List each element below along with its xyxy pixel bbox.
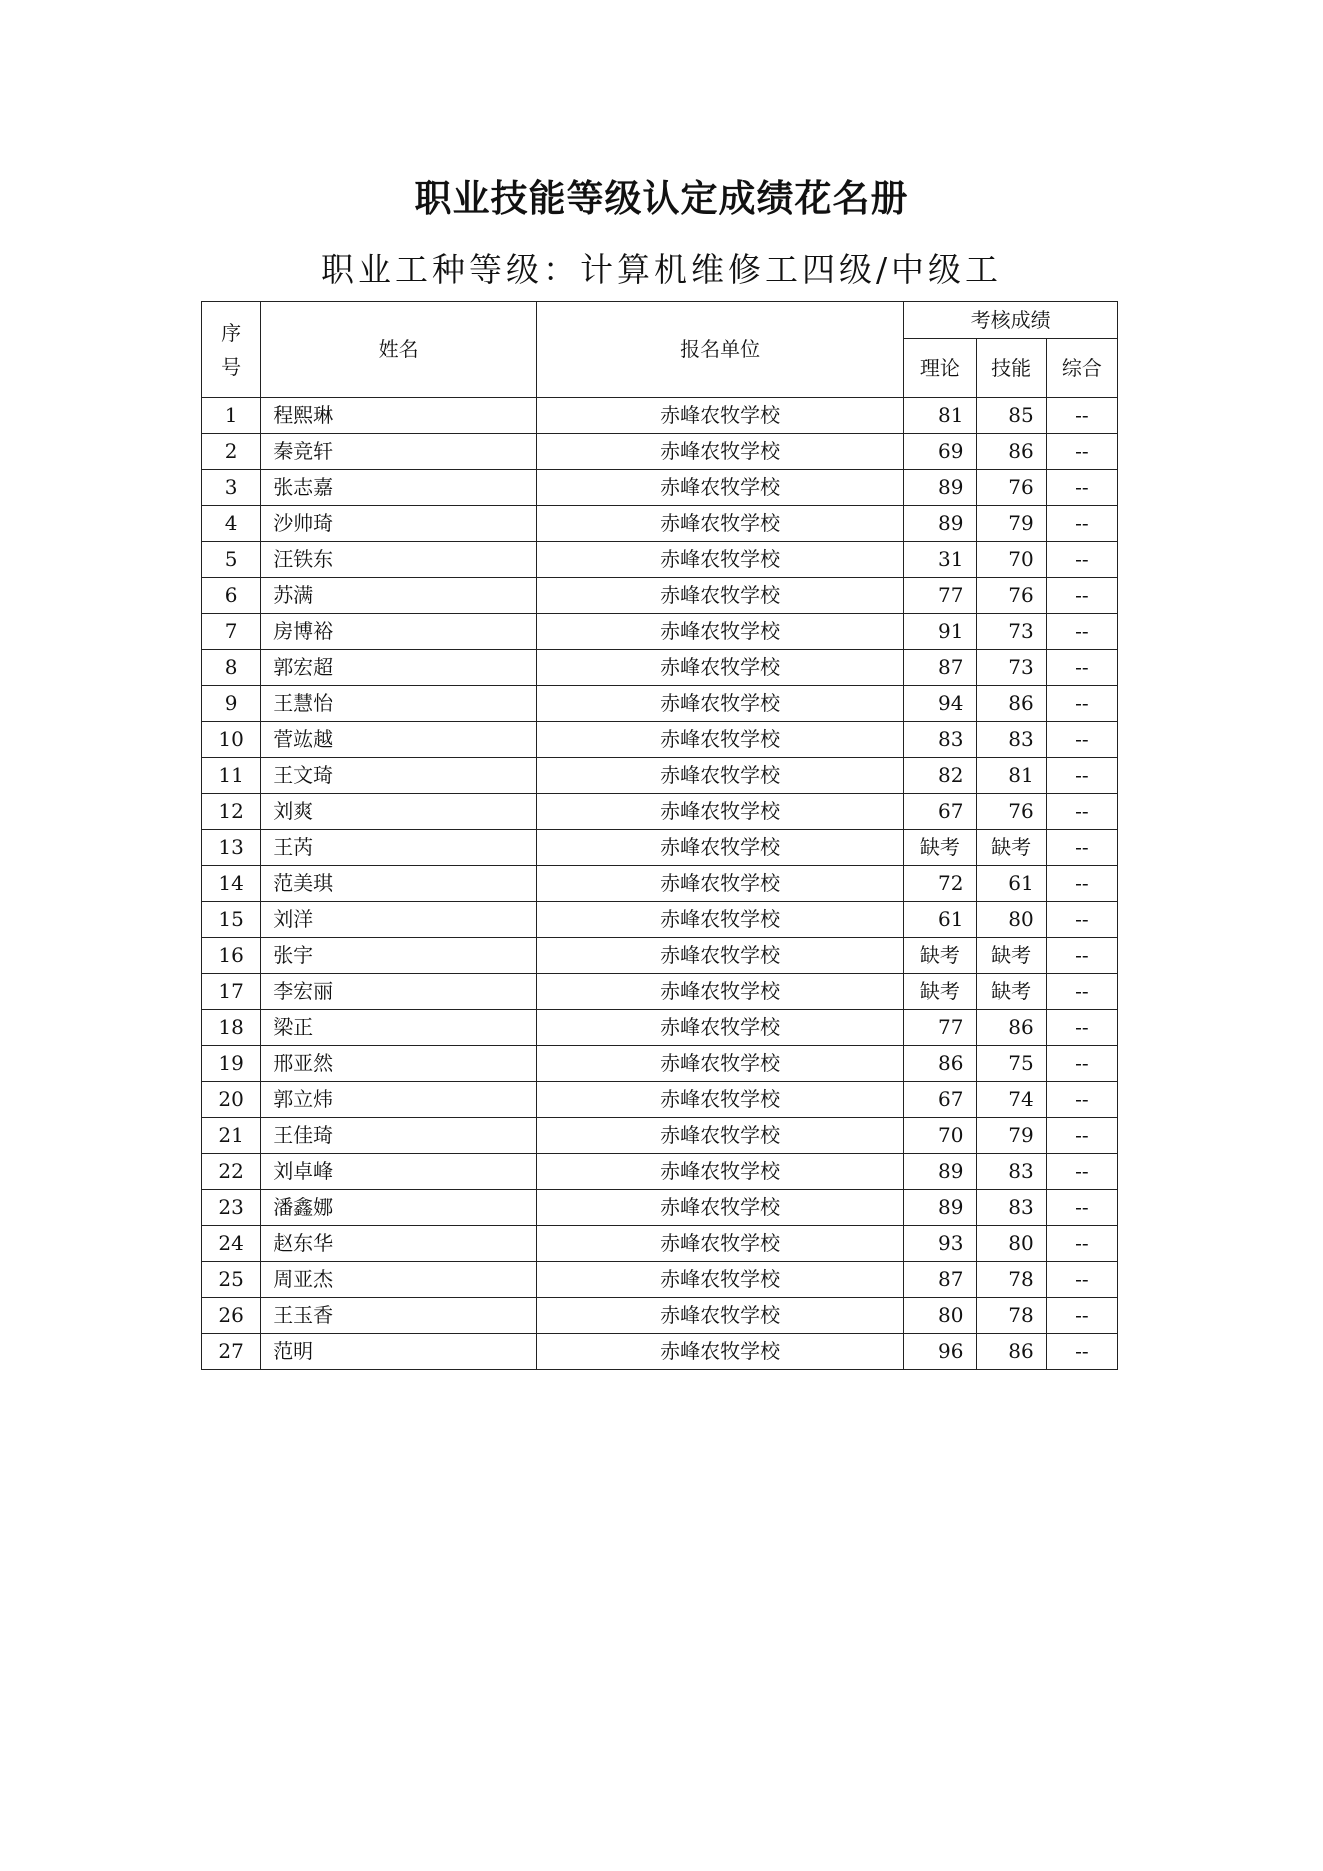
table-row bbox=[202, 1046, 1118, 1082]
table-row bbox=[202, 578, 1118, 614]
cell-serial-no: 15 bbox=[202, 902, 261, 938]
cell-skill-score: 79 bbox=[976, 1118, 1046, 1154]
cell-skill-score: 86 bbox=[976, 686, 1046, 722]
cell-theory-score: 77 bbox=[904, 578, 976, 614]
table-header bbox=[202, 302, 1118, 398]
cell-total-score: -- bbox=[1046, 902, 1117, 938]
cell-name: 张志嘉 bbox=[261, 470, 537, 506]
cell-theory-score: 72 bbox=[904, 866, 976, 902]
cell-unit: 赤峰农牧学校 bbox=[537, 938, 904, 974]
cell-theory-score: 31 bbox=[904, 542, 976, 578]
cell-unit: 赤峰农牧学校 bbox=[537, 794, 904, 830]
cell-theory-score: 69 bbox=[904, 434, 976, 470]
cell-unit: 赤峰农牧学校 bbox=[537, 614, 904, 650]
cell-unit: 赤峰农牧学校 bbox=[537, 974, 904, 1010]
cell-total-score: -- bbox=[1046, 1010, 1117, 1046]
cell-theory-score: 67 bbox=[904, 1082, 976, 1118]
table-row bbox=[202, 758, 1118, 794]
cell-unit: 赤峰农牧学校 bbox=[537, 1046, 904, 1082]
cell-unit: 赤峰农牧学校 bbox=[537, 1118, 904, 1154]
header-serial-no-line2: 号 bbox=[221, 354, 242, 379]
table-row bbox=[202, 470, 1118, 506]
table-row bbox=[202, 974, 1118, 1010]
cell-total-score: -- bbox=[1046, 1046, 1117, 1082]
cell-name: 王慧怡 bbox=[261, 686, 537, 722]
cell-unit: 赤峰农牧学校 bbox=[537, 866, 904, 902]
cell-skill-score: 85 bbox=[976, 398, 1046, 434]
cell-theory-score: 80 bbox=[904, 1298, 976, 1334]
cell-name: 程熙琳 bbox=[261, 398, 537, 434]
cell-total-score: -- bbox=[1046, 1118, 1117, 1154]
cell-total-score: -- bbox=[1046, 1154, 1117, 1190]
cell-serial-no: 14 bbox=[202, 866, 261, 902]
cell-unit: 赤峰农牧学校 bbox=[537, 1154, 904, 1190]
table-row bbox=[202, 542, 1118, 578]
cell-skill-score: 70 bbox=[976, 542, 1046, 578]
cell-total-score: -- bbox=[1046, 1262, 1117, 1298]
cell-unit: 赤峰农牧学校 bbox=[537, 1190, 904, 1226]
cell-serial-no: 1 bbox=[202, 398, 261, 434]
cell-name: 周亚杰 bbox=[261, 1262, 537, 1298]
cell-unit: 赤峰农牧学校 bbox=[537, 506, 904, 542]
cell-name: 邢亚然 bbox=[261, 1046, 537, 1082]
cell-unit: 赤峰农牧学校 bbox=[537, 542, 904, 578]
header-serial-no bbox=[202, 302, 261, 398]
cell-serial-no: 23 bbox=[202, 1190, 261, 1226]
cell-skill-score: 83 bbox=[976, 1190, 1046, 1226]
cell-skill-score: 缺考 bbox=[976, 938, 1046, 974]
cell-serial-no: 9 bbox=[202, 686, 261, 722]
table-row bbox=[202, 902, 1118, 938]
cell-serial-no: 27 bbox=[202, 1334, 261, 1370]
cell-name: 范明 bbox=[261, 1334, 537, 1370]
cell-theory-score: 89 bbox=[904, 470, 976, 506]
cell-name: 苏满 bbox=[261, 578, 537, 614]
cell-unit: 赤峰农牧学校 bbox=[537, 650, 904, 686]
table-row bbox=[202, 1334, 1118, 1370]
cell-serial-no: 18 bbox=[202, 1010, 261, 1046]
cell-serial-no: 12 bbox=[202, 794, 261, 830]
cell-skill-score: 78 bbox=[976, 1262, 1046, 1298]
document-subtitle: 职业工种等级：计算机维修工四级/中级工 bbox=[320, 250, 1003, 289]
cell-serial-no: 2 bbox=[202, 434, 261, 470]
cell-total-score: -- bbox=[1046, 1190, 1117, 1226]
cell-total-score: -- bbox=[1046, 470, 1117, 506]
cell-theory-score: 77 bbox=[904, 1010, 976, 1046]
cell-name: 汪铁东 bbox=[261, 542, 537, 578]
cell-skill-score: 80 bbox=[976, 1226, 1046, 1262]
cell-skill-score: 缺考 bbox=[976, 830, 1046, 866]
cell-skill-score: 76 bbox=[976, 470, 1046, 506]
cell-serial-no: 24 bbox=[202, 1226, 261, 1262]
cell-name: 秦竞轩 bbox=[261, 434, 537, 470]
cell-total-score: -- bbox=[1046, 1298, 1117, 1334]
cell-theory-score: 89 bbox=[904, 1154, 976, 1190]
cell-theory-score: 83 bbox=[904, 722, 976, 758]
cell-unit: 赤峰农牧学校 bbox=[537, 830, 904, 866]
cell-serial-no: 26 bbox=[202, 1298, 261, 1334]
table-row bbox=[202, 1226, 1118, 1262]
cell-unit: 赤峰农牧学校 bbox=[537, 434, 904, 470]
cell-skill-score: 86 bbox=[976, 434, 1046, 470]
cell-unit: 赤峰农牧学校 bbox=[537, 578, 904, 614]
cell-serial-no: 10 bbox=[202, 722, 261, 758]
header-score-group: 考核成绩 bbox=[904, 302, 1118, 339]
header-theory: 理论 bbox=[904, 339, 976, 398]
cell-serial-no: 3 bbox=[202, 470, 261, 506]
cell-theory-score: 87 bbox=[904, 650, 976, 686]
cell-theory-score: 91 bbox=[904, 614, 976, 650]
table-row bbox=[202, 1190, 1118, 1226]
table-row bbox=[202, 398, 1118, 434]
cell-total-score: -- bbox=[1046, 722, 1117, 758]
cell-name: 郭宏超 bbox=[261, 650, 537, 686]
cell-name: 菅竑越 bbox=[261, 722, 537, 758]
cell-serial-no: 20 bbox=[202, 1082, 261, 1118]
cell-theory-score: 93 bbox=[904, 1226, 976, 1262]
table-row bbox=[202, 650, 1118, 686]
cell-theory-score: 81 bbox=[904, 398, 976, 434]
cell-theory-score: 缺考 bbox=[904, 830, 976, 866]
cell-name: 郭立炜 bbox=[261, 1082, 537, 1118]
cell-total-score: -- bbox=[1046, 794, 1117, 830]
cell-serial-no: 11 bbox=[202, 758, 261, 794]
cell-serial-no: 21 bbox=[202, 1118, 261, 1154]
cell-unit: 赤峰农牧学校 bbox=[537, 1010, 904, 1046]
cell-unit: 赤峰农牧学校 bbox=[537, 398, 904, 434]
table-row bbox=[202, 722, 1118, 758]
cell-skill-score: 78 bbox=[976, 1298, 1046, 1334]
cell-total-score: -- bbox=[1046, 506, 1117, 542]
cell-theory-score: 缺考 bbox=[904, 974, 976, 1010]
header-skill: 技能 bbox=[976, 339, 1046, 398]
cell-theory-score: 89 bbox=[904, 1190, 976, 1226]
cell-name: 李宏丽 bbox=[261, 974, 537, 1010]
cell-skill-score: 74 bbox=[976, 1082, 1046, 1118]
cell-total-score: -- bbox=[1046, 650, 1117, 686]
table-row bbox=[202, 830, 1118, 866]
cell-serial-no: 13 bbox=[202, 830, 261, 866]
table-row bbox=[202, 794, 1118, 830]
cell-theory-score: 67 bbox=[904, 794, 976, 830]
cell-unit: 赤峰农牧学校 bbox=[537, 1226, 904, 1262]
cell-total-score: -- bbox=[1046, 866, 1117, 902]
table-row bbox=[202, 866, 1118, 902]
cell-serial-no: 7 bbox=[202, 614, 261, 650]
table-row bbox=[202, 1082, 1118, 1118]
cell-total-score: -- bbox=[1046, 434, 1117, 470]
cell-serial-no: 25 bbox=[202, 1262, 261, 1298]
cell-total-score: -- bbox=[1046, 578, 1117, 614]
cell-total-score: -- bbox=[1046, 938, 1117, 974]
cell-name: 梁正 bbox=[261, 1010, 537, 1046]
cell-serial-no: 16 bbox=[202, 938, 261, 974]
cell-total-score: -- bbox=[1046, 974, 1117, 1010]
cell-name: 房博裕 bbox=[261, 614, 537, 650]
cell-name: 赵东华 bbox=[261, 1226, 537, 1262]
cell-skill-score: 76 bbox=[976, 578, 1046, 614]
table-row bbox=[202, 614, 1118, 650]
cell-total-score: -- bbox=[1046, 1082, 1117, 1118]
cell-unit: 赤峰农牧学校 bbox=[537, 758, 904, 794]
table-row bbox=[202, 1154, 1118, 1190]
cell-skill-score: 83 bbox=[976, 722, 1046, 758]
cell-theory-score: 82 bbox=[904, 758, 976, 794]
cell-name: 潘鑫娜 bbox=[261, 1190, 537, 1226]
cell-serial-no: 5 bbox=[202, 542, 261, 578]
score-roster-table bbox=[201, 301, 1118, 1370]
cell-total-score: -- bbox=[1046, 686, 1117, 722]
cell-name: 王文琦 bbox=[261, 758, 537, 794]
table-row bbox=[202, 1118, 1118, 1154]
cell-skill-score: 86 bbox=[976, 1010, 1046, 1046]
cell-unit: 赤峰农牧学校 bbox=[537, 470, 904, 506]
cell-unit: 赤峰农牧学校 bbox=[537, 1082, 904, 1118]
header-name: 姓名 bbox=[261, 302, 537, 398]
cell-skill-score: 81 bbox=[976, 758, 1046, 794]
cell-name: 刘洋 bbox=[261, 902, 537, 938]
cell-serial-no: 6 bbox=[202, 578, 261, 614]
cell-theory-score: 96 bbox=[904, 1334, 976, 1370]
cell-total-score: -- bbox=[1046, 398, 1117, 434]
cell-unit: 赤峰农牧学校 bbox=[537, 722, 904, 758]
table-row bbox=[202, 1262, 1118, 1298]
table-body bbox=[202, 398, 1118, 1370]
cell-unit: 赤峰农牧学校 bbox=[537, 1334, 904, 1370]
table-row bbox=[202, 938, 1118, 974]
cell-total-score: -- bbox=[1046, 542, 1117, 578]
table-row bbox=[202, 506, 1118, 542]
cell-name: 王芮 bbox=[261, 830, 537, 866]
header-total: 综合 bbox=[1046, 339, 1117, 398]
cell-serial-no: 19 bbox=[202, 1046, 261, 1082]
cell-theory-score: 缺考 bbox=[904, 938, 976, 974]
cell-total-score: -- bbox=[1046, 614, 1117, 650]
cell-theory-score: 94 bbox=[904, 686, 976, 722]
cell-skill-score: 76 bbox=[976, 794, 1046, 830]
cell-skill-score: 79 bbox=[976, 506, 1046, 542]
cell-name: 范美琪 bbox=[261, 866, 537, 902]
table-row bbox=[202, 1010, 1118, 1046]
cell-name: 王佳琦 bbox=[261, 1118, 537, 1154]
cell-skill-score: 61 bbox=[976, 866, 1046, 902]
cell-unit: 赤峰农牧学校 bbox=[537, 686, 904, 722]
cell-skill-score: 86 bbox=[976, 1334, 1046, 1370]
cell-skill-score: 80 bbox=[976, 902, 1046, 938]
cell-unit: 赤峰农牧学校 bbox=[537, 1298, 904, 1334]
cell-unit: 赤峰农牧学校 bbox=[537, 1262, 904, 1298]
cell-name: 刘卓峰 bbox=[261, 1154, 537, 1190]
cell-theory-score: 89 bbox=[904, 506, 976, 542]
cell-serial-no: 22 bbox=[202, 1154, 261, 1190]
cell-serial-no: 8 bbox=[202, 650, 261, 686]
cell-serial-no: 17 bbox=[202, 974, 261, 1010]
cell-total-score: -- bbox=[1046, 1226, 1117, 1262]
cell-skill-score: 73 bbox=[976, 614, 1046, 650]
cell-total-score: -- bbox=[1046, 830, 1117, 866]
cell-skill-score: 73 bbox=[976, 650, 1046, 686]
cell-skill-score: 75 bbox=[976, 1046, 1046, 1082]
cell-theory-score: 86 bbox=[904, 1046, 976, 1082]
table-row bbox=[202, 434, 1118, 470]
header-row-group bbox=[202, 302, 1118, 339]
cell-total-score: -- bbox=[1046, 1334, 1117, 1370]
cell-name: 王玉香 bbox=[261, 1298, 537, 1334]
cell-theory-score: 87 bbox=[904, 1262, 976, 1298]
cell-name: 沙帅琦 bbox=[261, 506, 537, 542]
cell-serial-no: 4 bbox=[202, 506, 261, 542]
header-unit: 报名单位 bbox=[537, 302, 904, 398]
cell-theory-score: 61 bbox=[904, 902, 976, 938]
cell-unit: 赤峰农牧学校 bbox=[537, 902, 904, 938]
cell-total-score: -- bbox=[1046, 758, 1117, 794]
header-serial-no-line1: 序 bbox=[221, 320, 242, 345]
document-title: 职业技能等级认定成绩花名册 bbox=[414, 176, 909, 220]
cell-skill-score: 83 bbox=[976, 1154, 1046, 1190]
table-row bbox=[202, 1298, 1118, 1334]
table-row bbox=[202, 686, 1118, 722]
cell-theory-score: 70 bbox=[904, 1118, 976, 1154]
cell-name: 张宇 bbox=[261, 938, 537, 974]
cell-skill-score: 缺考 bbox=[976, 974, 1046, 1010]
cell-name: 刘爽 bbox=[261, 794, 537, 830]
